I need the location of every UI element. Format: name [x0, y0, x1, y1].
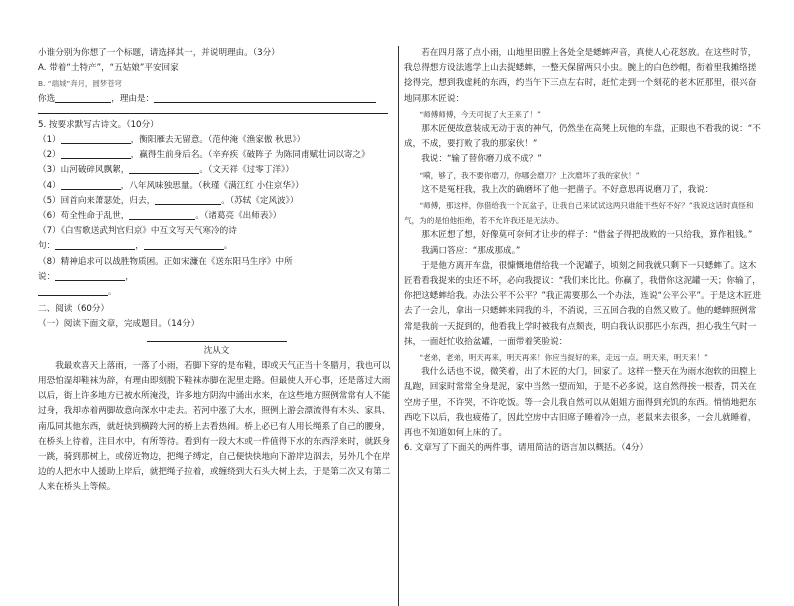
- choose-label: 你选: [38, 93, 56, 104]
- q5-1-blank[interactable]: [61, 133, 131, 144]
- article-paragraph-4: 这不是冤枉我，我上次的确磨坏了他一把凿子。不好意思再说磨刀了，我说：: [421, 184, 714, 195]
- dialogue-c: “嗬，够了，我不要你磨刀，你哪会磨刀？上次磨坏了我的家伙！”: [419, 170, 640, 180]
- q5-4-blank[interactable]: [61, 179, 121, 190]
- q5-7-blank-b[interactable]: [144, 239, 224, 250]
- q5-5-source: 。（苏轼《定风波》）: [221, 195, 299, 206]
- q5-8-blank-a[interactable]: [55, 270, 125, 281]
- article-paragraph-3: 那木匠便故意装成无动于衷的神气，仍然坐在高凳上玩他的车盘，正眼也不看我的说：“不成，不成，要打败了我的那家伙！”: [404, 124, 761, 150]
- q5-6-blank[interactable]: [129, 209, 195, 220]
- q5-3-source: 。（文天祥《过零丁洋》）: [199, 165, 294, 176]
- dialogue-a: “师傅师傅，今天可捉了大王来了！”: [419, 109, 541, 119]
- right-column: [404, 46, 762, 456]
- article-paragraph-2: 若在四月落了点小雨，山地里田膛上各处全是蟋蟀声音，真使人心花怒放。在这些时节，我总得想方设法逃学上山去捉蟋蟀，一整天保留两只小虫。腕上的白色纱帽，衔着里我摊络搓捻得完，想到我虚耗的东西，约当午下三点左右时，赶忙走到一个刻花的老木匠那里，很兴奋地同那木匠说：: [404, 48, 757, 104]
- choice-blank[interactable]: [55, 92, 111, 103]
- answer-line: [38, 92, 395, 107]
- q5-item-2: [38, 148, 395, 163]
- dialogue-b: 我说：“输了替你磨刀成不成？”: [421, 154, 542, 165]
- article-paragraph-5: 那木匠想了想，好像莫可奈何才让步的样子：“借盆子得把战败的一只给我，算作租钱。”: [421, 230, 753, 241]
- q5-item-3: [38, 163, 395, 178]
- article-paragraph-8: 我什么话也不说，微笑着，出了木匠的大门，回家了。这样一整天在为雨水泡软的田膛上乱跑，回家时常常全身是泥，家中当然一望而知，于是不必多说，这自然得挨一根香，罚关在空房子里，不许哭，不许吃饭。等一会儿我自然可以从姐姐方面得到充饥的东西。悄悄地把东西吃下以后，我也疲倦了，因此空房中古旧席子睡着冷一点，老鼠来去很多，一会儿就睡着，再也不知道如何上床的了。: [404, 367, 757, 439]
- article-paragraph-7: 于是他方离开车盘，很慷慨地借给我一个泥罐子，顷刻之间我就只剩下一只蟋蟀了。这木匠看看我捉来的虫还不坏，必向我提议：“我们来比比。你赢了，我借你这泥罐一天；你输了，你把这蟋蟀给我。办法公平不公平？”我正需要那么一个办法，连说“公平公平”。于是这木匠进去了一会儿，拿出一只蟋蟀来同我的斗，不消说，三五回合我的自然又败了。他的蟋蟀照例常常是我前一天捉到的，他看我上学时被我有点颓丧，明白我认识那匹小东西，担心我生气时一抹，一面赶忙收拾盆罐，一面带着笑脸说：: [404, 260, 762, 347]
- q5-item-8-line: 说： ，: [38, 271, 134, 282]
- q5-8-blank-b[interactable]: [38, 285, 108, 296]
- dialogue-e: “老弟，老弟，明天再来，明天再来！你应当捉好的来，走远一点。明天来，明天来！”: [419, 353, 708, 363]
- q5-item-8: [38, 255, 395, 270]
- q5-3-text: （3）山河破碎风飘絮，: [38, 165, 130, 176]
- q5-6-text: （6）苟全性命于乱世，: [38, 211, 130, 222]
- q5-item-7: [38, 224, 395, 239]
- reason-blank-2[interactable]: [38, 107, 388, 114]
- q5-2-text: ，赢得生前身后名。（辛弃疾《破阵子 为陈同甫赋壮词以寄之》: [130, 150, 370, 161]
- dialogue-d: “师傅，那这样，你借给我一个瓦盆子，让我自己来试试这两只谁能干些好不好？”我说这话时真怪和气，为的是怕他拒绝，若不允许我还是无法办。: [404, 201, 754, 226]
- reason-label: ，理由是：: [111, 93, 155, 104]
- q5-1-text: ，衡阳雁去无留意。（范仲淹《渔家傲 秋思》）: [130, 135, 306, 146]
- article-title-rule: [147, 337, 287, 342]
- left-column: [38, 46, 395, 496]
- section-2-heading: 二、阅读（60分）: [38, 304, 110, 315]
- section-2-subheading: （一）阅读下面文章，完成题目。（14分）: [38, 319, 200, 330]
- article-author: 沈从文: [203, 345, 230, 356]
- option-a: A. 带着“土特产”，“五姑娘”平安回家: [38, 63, 179, 74]
- q5-4-num: （4）: [38, 180, 61, 191]
- q5-item-5: [38, 194, 395, 209]
- q5-2-num: （2）: [38, 150, 61, 161]
- q5-item-1: [38, 133, 395, 148]
- q5-8-text: （8）精神追求可以战胜物质困。正如宋濂在《送东阳马生序》中所: [38, 256, 293, 267]
- q5-8-label: 说：: [38, 271, 56, 282]
- q5-7-blank-a[interactable]: [55, 239, 135, 250]
- q5-4-text: ，八年风味独思量。（秋瑾《满江红 小住京华》）: [120, 180, 304, 191]
- article-paragraph-6: 我满口答应：“那成那成。”: [421, 245, 521, 256]
- q5-item-6: [38, 209, 395, 224]
- question-4-prompt: 小谁分别为你想了一个标题，请选择其一，并说明理由。（3分）: [38, 48, 280, 58]
- q5-6-source: 。（诸葛亮《出师表》）: [195, 211, 282, 222]
- q5-1-num: （1）: [38, 135, 61, 146]
- q5-7-label: 句：: [38, 241, 56, 252]
- q5-3-blank[interactable]: [129, 163, 199, 174]
- q5-7-text: （7）《白雪歌送武判官归京》中互文写天气寒冷的诗: [38, 226, 237, 237]
- option-b: B. “端城”奔月，圆梦苍穹: [38, 79, 122, 89]
- q5-item-8-line2: 。: [38, 285, 395, 300]
- article-paragraph-1: 我最欢喜天上落雨，一落了小雨，若脚下穿的是布鞋，即或天气正当十冬腊月，我也可以用恐怕湿却鞋袜为辞，有理由即刻脱下鞋袜赤脚在泥里走路。但最使人开心事，还是落过大雨以后，街上许多地方已被水所淹没，许多地方阴沟中涌出水来，在这些地方照例常常有人不能过身，我却赤着两脚故意向深水中走去。若河中涨了大水，照例上游会漂流得有木头、家具、南瓜同其他东西，就赶快到横跨大河的桥上去看热闹。桥上必已有人用长绳系了自己的腰身，在桥头上待着，注目水中，有所等待。看到有一段大木或一件值得下水的东西浮来时，就跃身一跳，骑到那树上，或傍近物边，把绳子缚定，自己便快快地向下游岸边泅去，另外几个在岸边的人把水中人援助上岸后，就把绳子拉着，或缠绕到大石头大树上去，于是第二次又有第二人来在桥头上等候。: [38, 360, 391, 493]
- column-divider: [398, 46, 399, 606]
- q5-item-7-line: 句： ， 。: [38, 241, 233, 252]
- q5-5-blank[interactable]: [155, 194, 221, 205]
- q5-2-blank[interactable]: [61, 148, 131, 159]
- q5-item-4: [38, 179, 395, 194]
- question-6-prompt: 6. 文章写了下面关的两件事，请用简洁的语言加以概括。（4分）: [404, 443, 649, 454]
- reason-blank[interactable]: [154, 92, 376, 103]
- question-5-title: 5. 按要求默写古诗文。（10分）: [38, 119, 159, 130]
- q5-5-text: （5）回首向来萧瑟处，归去，: [38, 195, 156, 206]
